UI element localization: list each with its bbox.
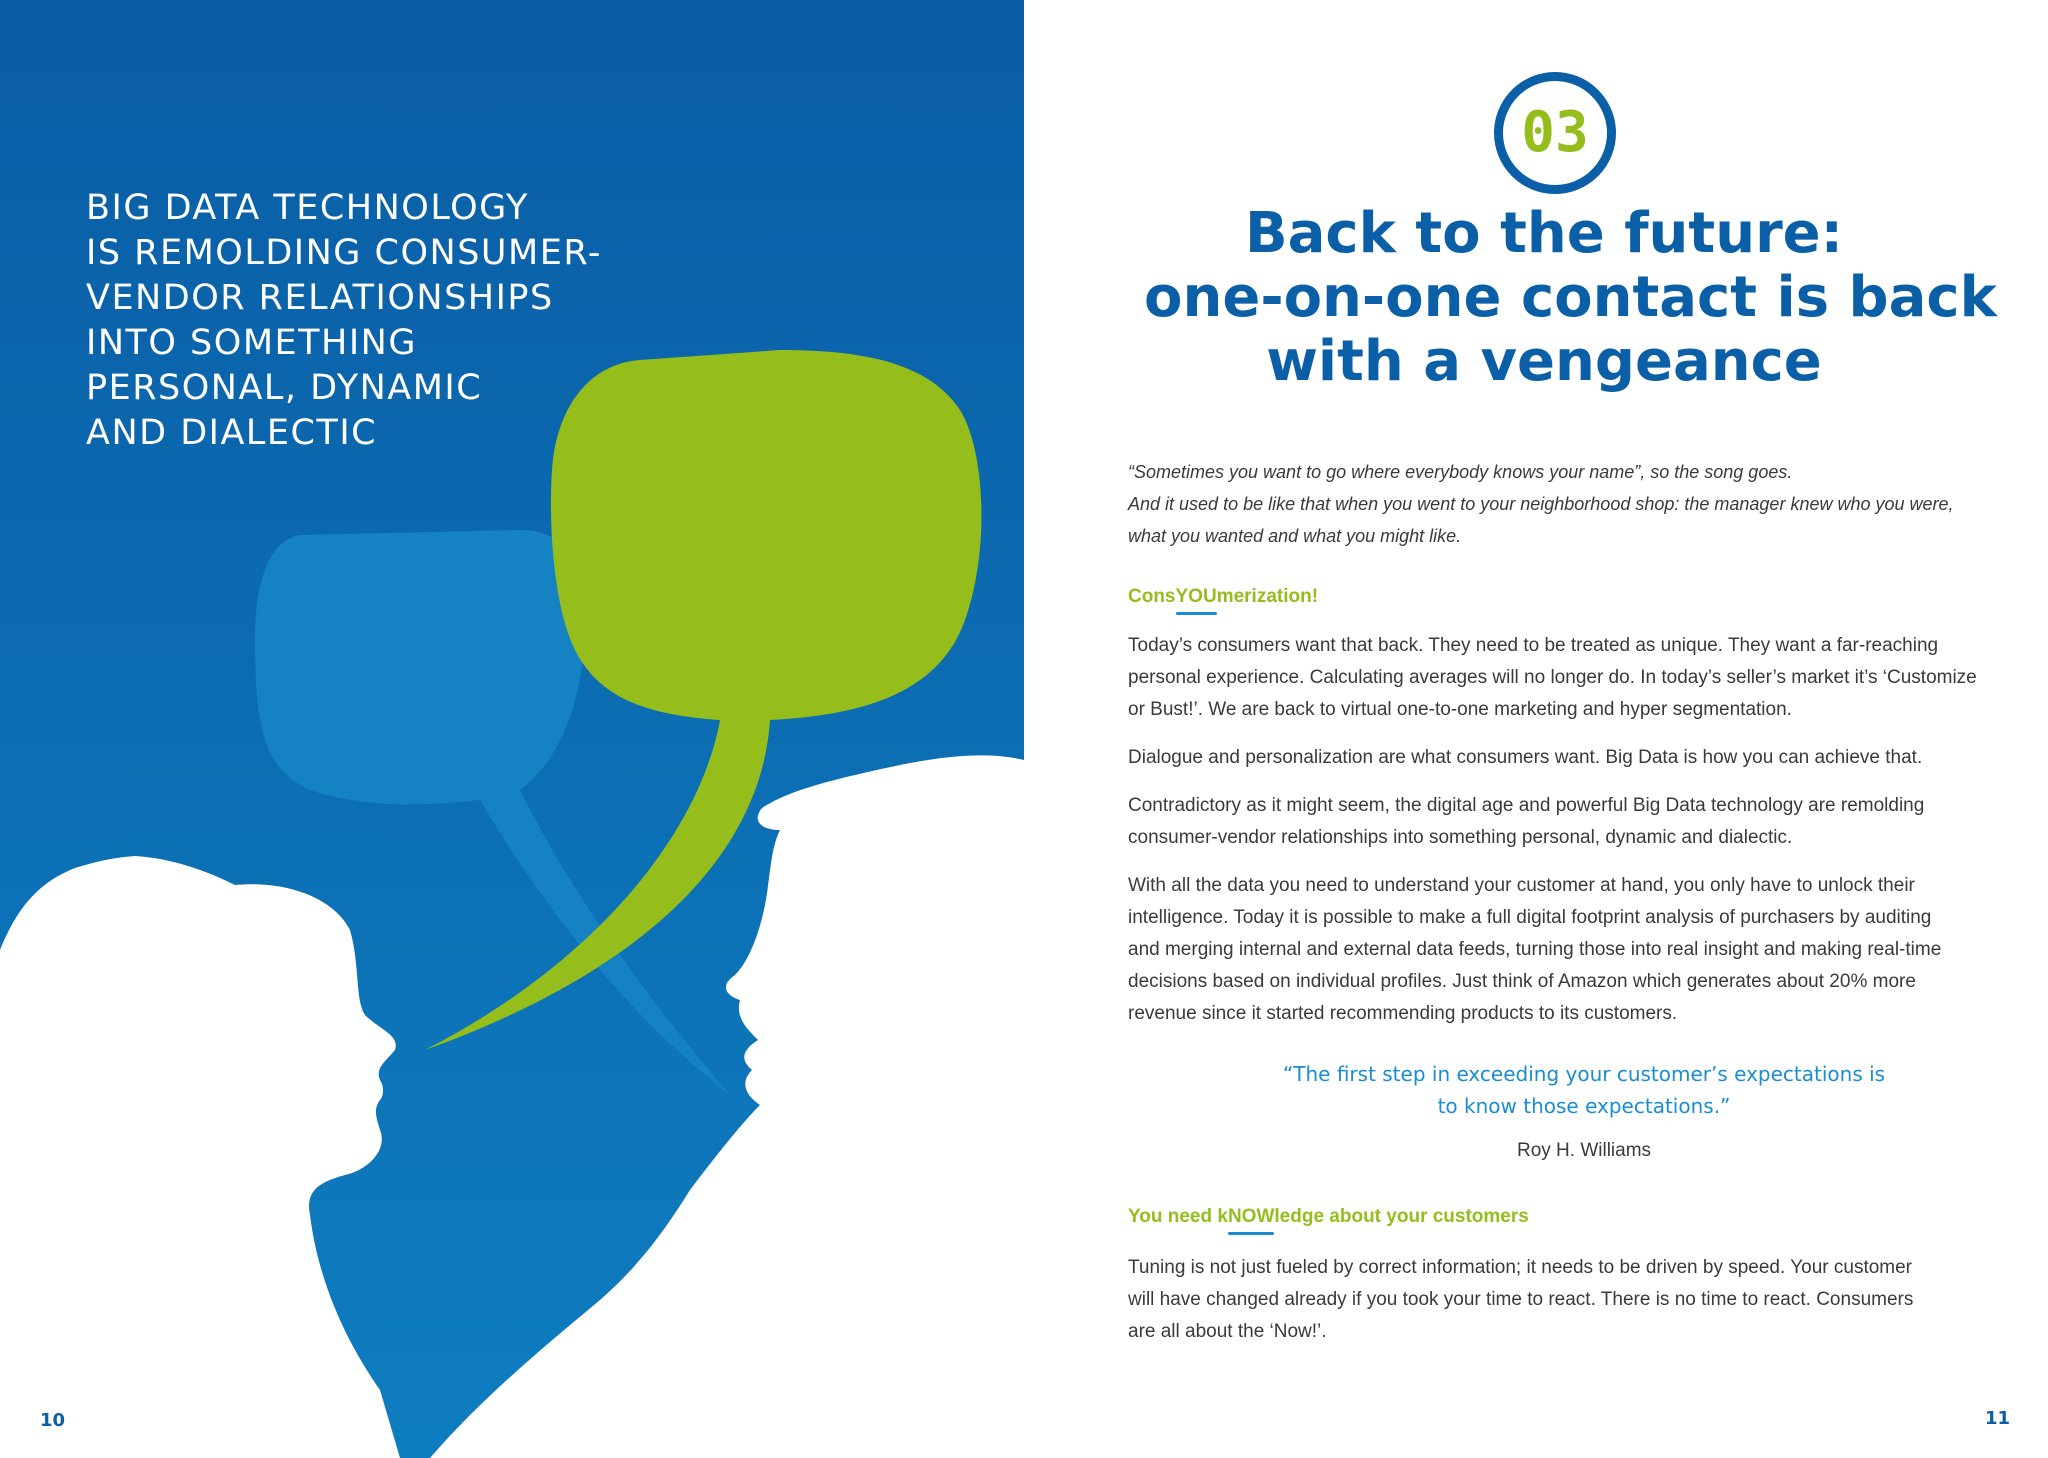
headline-line: VENDOR RELATIONSHIPS — [86, 278, 554, 318]
paragraph-line: Dialogue and personalization are what consumers want. Big Data is how you can achieve that. — [1128, 747, 1923, 768]
left-page-headline — [86, 186, 646, 456]
pull-quote — [1164, 1058, 2004, 1122]
paragraph-line: Today’s consumers want that back. They need to be treated as unique. They want a far-reaching — [1128, 635, 1939, 656]
paragraph — [1128, 1252, 1988, 1348]
paragraph-line: are all about the ‘Now!’. — [1128, 1321, 1327, 1342]
headline-line: AND DIALECTIC — [86, 413, 378, 453]
paragraph-line: consumer-vendor relationships into something personal, dynamic and dialectic. — [1128, 827, 1793, 848]
headline-line: IS REMOLDING CONSUMER- — [86, 233, 602, 273]
subheading-highlight: NOW — [1227, 1206, 1275, 1227]
headline-line: INTO SOMETHING — [86, 323, 417, 363]
subheading-knowledge — [1128, 1206, 1529, 1228]
chapter-title — [1144, 201, 1997, 394]
intro-line: And it used to be like that when you went to your neighborhood shop: the manager knew who you were, — [1128, 494, 1954, 514]
intro-quote — [1128, 456, 1988, 552]
paragraph — [1128, 630, 1988, 726]
paragraph-line: With all the data you need to understand your customer at hand, you only have to unlock their — [1128, 875, 1915, 896]
title-line: with a vengeance — [1266, 329, 1822, 394]
paragraph-line: personal experience. Calculating averages will no longer do. In today’s seller’s market it’s ‘Customize — [1128, 667, 1977, 688]
subheading-text: You need k — [1128, 1206, 1228, 1227]
paragraph-line: revenue since it started recommending products to its customers. — [1128, 1003, 1678, 1024]
right-page — [1024, 0, 2048, 1458]
quote-line: “The first step in exceeding your customer’s expectations is — [1282, 1062, 1886, 1086]
quote-line: to know those expectations.” — [1437, 1094, 1731, 1118]
headline-line: PERSONAL, DYNAMIC — [86, 368, 483, 408]
paragraph — [1128, 790, 1988, 854]
paragraph-line: decisions based on individual profiles. Just think of Amazon which generates about 20% more — [1128, 971, 1916, 992]
page-number-right: 11 — [1984, 1408, 2010, 1429]
subheading-text: merization! — [1216, 586, 1319, 607]
subheading-highlight: YOU — [1175, 586, 1217, 607]
title-line: Back to the future: — [1244, 201, 1844, 266]
intro-line: “Sometimes you want to go where everybody knows your name”, so the song goes. — [1128, 462, 1793, 482]
intro-line: what you wanted and what you might like. — [1128, 526, 1462, 546]
paragraph-line: will have changed already if you took your time to react. There is no time to react. Consumers — [1128, 1289, 1914, 1310]
chapter-number: 03 — [1521, 100, 1589, 165]
left-person-silhouette-icon — [0, 856, 400, 1458]
subheading-text: Cons — [1128, 586, 1176, 607]
paragraph-line: Contradictory as it might seem, the digital age and powerful Big Data technology are remolding — [1128, 795, 1925, 816]
paragraph-line: and merging internal and external data feeds, turning those into real insight and making real-time — [1128, 939, 1942, 960]
paragraph-line: intelligence. Today it is possible to make a full digital footprint analysis of purchasers by auditing — [1128, 907, 1932, 928]
chapter-badge — [1494, 72, 1616, 194]
quote-author: Roy H. Williams — [1516, 1140, 1652, 1161]
paragraph-line: or Bust!’. We are back to virtual one-to-one marketing and hyper segmentation. — [1128, 699, 1792, 720]
subheading-text: ledge about your customers — [1274, 1206, 1529, 1227]
paragraph — [1128, 870, 1988, 1030]
page-number-left: 10 — [40, 1410, 66, 1431]
headline-line: BIG DATA TECHNOLOGY — [86, 188, 529, 228]
subheading-consyoumerization — [1128, 586, 1318, 608]
paragraph-line: Tuning is not just fueled by correct information; it needs to be driven by speed. Your customer — [1128, 1257, 1913, 1278]
paragraph — [1128, 742, 1988, 774]
title-line: one-on-one contact is back — [1144, 265, 1997, 330]
